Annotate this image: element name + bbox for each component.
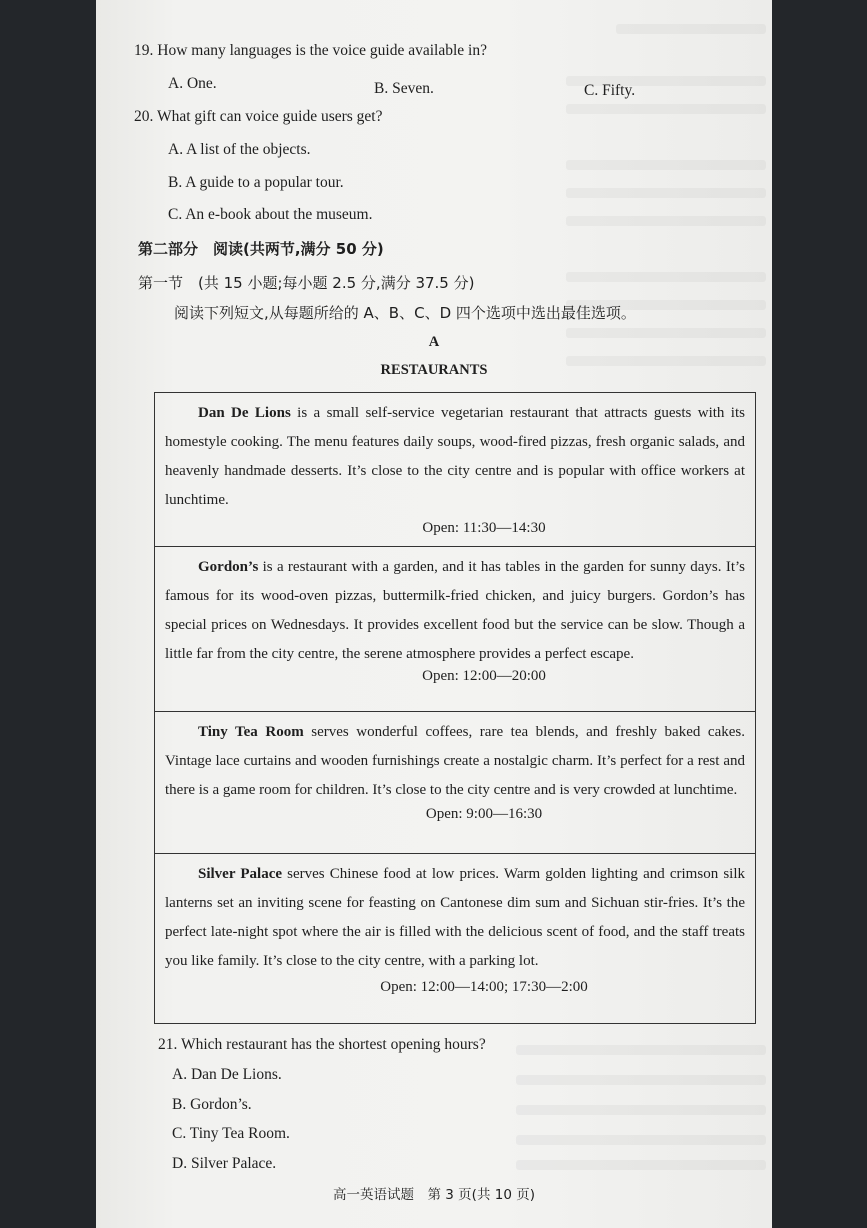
restaurants-table bbox=[154, 392, 756, 1024]
restaurant-description: Silver Palace serves Chinese food at low prices. Warm golden lighting and crimson silk lanterns set an inviting scene for feasting on Cantonese dim sum and Sichuan stir-fries. It’s the perfect late-night spot where the air is filled with the delicious scent of food, and the staff treats you like family. It’s close to the city centre, with a parking lot. bbox=[165, 866, 745, 969]
question-21-option-b: B. Gordon’s. bbox=[172, 1096, 252, 1113]
passage-title: RESTAURANTS bbox=[380, 362, 488, 378]
restaurant-description: Dan De Lions is a small self-service vegetarian restaurant that attracts guests with its homestyle cooking. The menu features daily soups, wood-fired pizzas, fresh organic salads, and heavenly handmade desserts. It’s close to the city centre and is popular with office workers at lunchtime. bbox=[165, 405, 745, 508]
restaurant-cell-gordons bbox=[155, 547, 755, 712]
reading-instruction: 阅读下列短文,从每题所给的 A、B、C、D 四个选项中选出最佳选项。 bbox=[174, 304, 636, 322]
question-20-option-c: C. An e-book about the museum. bbox=[168, 206, 373, 223]
restaurant-cell-dan-de-lions bbox=[155, 393, 755, 547]
opening-hours: Open: 9:00—16:30 bbox=[425, 806, 543, 822]
question-20-stem: 20. What gift can voice guide users get? bbox=[134, 108, 383, 125]
opening-hours: Open: 12:00—20:00 bbox=[422, 668, 546, 684]
restaurant-name: Silver Palace bbox=[198, 866, 283, 882]
opening-hours: Open: 12:00—14:00; 17:30—2:00 bbox=[380, 979, 588, 995]
restaurant-cell-tiny-tea-room bbox=[155, 712, 755, 854]
question-20-option-b: B. A guide to a popular tour. bbox=[168, 174, 344, 191]
question-20-option-a: A. A list of the objects. bbox=[168, 141, 311, 158]
restaurant-name: Tiny Tea Room bbox=[198, 724, 304, 740]
question-19-option-c: C. Fifty. bbox=[584, 82, 636, 99]
question-21-option-c: C. Tiny Tea Room. bbox=[172, 1125, 290, 1142]
restaurant-description: Tiny Tea Room serves wonderful coffees, rare tea blends, and freshly baked cakes. Vintage lace curtains and wooden furnishings create a nostalgic charm. It’s perfect for a rest and there is a game room for children. It’s close to the city centre and is very crowded at lunchtime. bbox=[165, 724, 745, 798]
part-2-title: 第二部分 阅读(共两节,满分 50 分) bbox=[138, 240, 384, 258]
passage-letter: A bbox=[428, 334, 440, 350]
page-footer: 高一英语试题 第 3 页(共 10 页) bbox=[333, 1187, 535, 1203]
restaurant-description: Gordon’s is a restaurant with a garden, and it has tables in the garden for sunny days. It’s famous for its wood-oven pizzas, buttermilk-fried chicken, and juicy burgers. Gordon’s has special prices on Wednesdays. It provides excellent food but the service can be slow. Though a little far from the city centre, the serene atmosphere provides a perfect escape. bbox=[165, 559, 745, 662]
question-19-option-b: B. Seven. bbox=[374, 80, 434, 97]
restaurant-name: Gordon’s bbox=[198, 559, 259, 575]
question-19-stem: 19. How many languages is the voice guide available in? bbox=[134, 42, 487, 59]
section-1-title: 第一节 (共 15 小题;每小题 2.5 分,满分 37.5 分) bbox=[138, 274, 475, 292]
opening-hours: Open: 11:30—14:30 bbox=[422, 520, 546, 536]
question-19-option-a: A. One. bbox=[168, 75, 217, 92]
question-21-option-d: D. Silver Palace. bbox=[172, 1155, 277, 1172]
question-21-stem: 21. Which restaurant has the shortest opening hours? bbox=[158, 1036, 486, 1053]
restaurant-name: Dan De Lions bbox=[198, 405, 291, 421]
question-21-option-a: A. Dan De Lions. bbox=[172, 1066, 282, 1083]
restaurant-cell-silver-palace bbox=[155, 854, 755, 1023]
exam-page bbox=[96, 0, 772, 1228]
